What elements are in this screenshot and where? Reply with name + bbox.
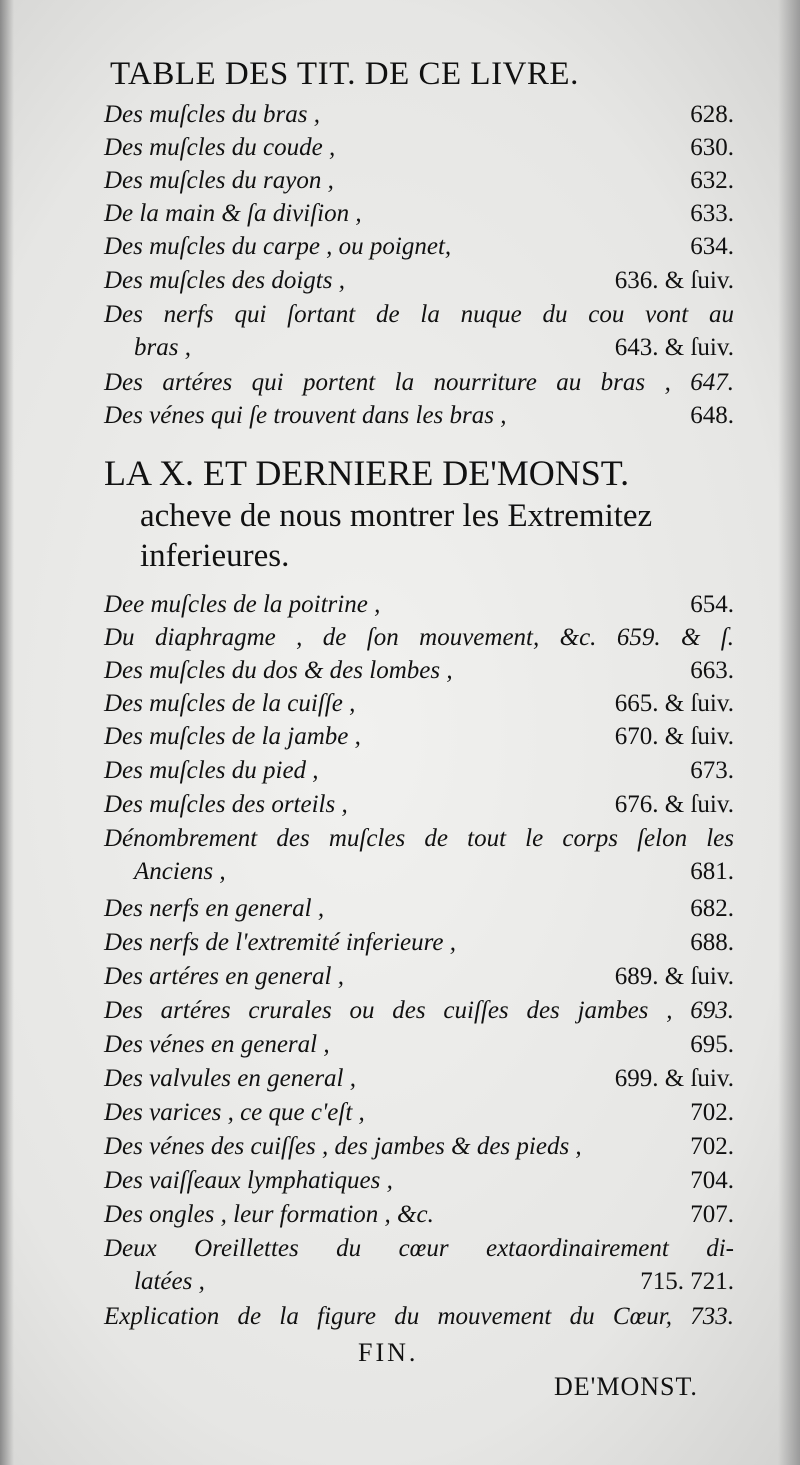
- toc-entry: [104, 892, 734, 925]
- entry-title: Des valvules en general ,: [104, 1065, 357, 1092]
- entry-page: 682.: [690, 895, 734, 922]
- toc-entry: [104, 654, 734, 687]
- entry-title: Dee muſcles de la poitrine ,: [104, 591, 381, 618]
- entry-title: Des vénes qui ſe trouvent dans les bras ,: [104, 402, 507, 429]
- entry-page: 636. & ſuiv.: [614, 267, 734, 294]
- entry-title: Des artéres en general ,: [104, 963, 344, 990]
- entry-title: Des muſcles des orteils ,: [104, 791, 348, 818]
- toc-entry: [104, 131, 734, 164]
- entry-title: Du diaphragme , de ſon mouvement, &c. 659. & ſ.: [104, 624, 734, 651]
- toc-entry: [104, 366, 734, 399]
- entry-title: Des muſcles du bras ,: [104, 101, 320, 128]
- entry-title: Des muſcles du pied ,: [104, 757, 319, 784]
- entry-title: Des muſcles du carpe , ou poignet,: [104, 233, 452, 260]
- section-subheading: acheve de nous montrer les Extremitez inferieures.: [140, 498, 653, 574]
- entry-page: 654.: [690, 591, 734, 618]
- toc-entry: [104, 687, 734, 720]
- toc-entry: [104, 1198, 734, 1231]
- entry-page: 681.: [690, 858, 734, 885]
- entry-title: Des varices , ce que c'eſt ,: [104, 1099, 365, 1126]
- entry-title: Des artéres crurales ou des cuiſſes des jambes , 693.: [104, 997, 734, 1024]
- toc-entry: [104, 399, 734, 432]
- entry-page: 715. 721.: [640, 1268, 734, 1295]
- entry-page: 628.: [690, 101, 734, 128]
- toc-entry: [104, 1130, 734, 1163]
- entry-page: 699. & ſuiv.: [614, 1065, 734, 1092]
- entry-page: 630.: [690, 134, 734, 161]
- section-heading: LA X. ET DERNIERE DE'MONST.: [104, 453, 630, 493]
- fin-mark: FIN.: [358, 1338, 419, 1367]
- toc-entry: [104, 197, 734, 230]
- toc-entry: [104, 621, 734, 654]
- entry-title-continued: bras ,: [134, 334, 191, 361]
- toc-entry: [104, 994, 734, 1027]
- entry-title: Des nerfs de l'extremité inferieure ,: [104, 929, 457, 956]
- entry-title: Deux Oreillettes du cœur extaordinairement di-: [104, 1235, 734, 1262]
- entry-title: Des muſcles de la jambe ,: [104, 723, 361, 750]
- toc-entry: [104, 1062, 734, 1095]
- toc-entry: [104, 926, 734, 959]
- entry-page: 688.: [690, 929, 734, 956]
- toc-entry: [104, 1096, 734, 1129]
- toc-entry: [104, 822, 734, 888]
- entry-title: Des muſcles de la cuiſſe ,: [104, 690, 356, 717]
- entry-page: 633.: [690, 200, 734, 227]
- entry-title: Explication de la figure du mouvement du Cœur, 733.: [104, 1303, 734, 1330]
- toc-entry: [104, 720, 734, 753]
- toc-entry: [104, 1300, 734, 1333]
- entry-title: Des nerfs en general ,: [104, 895, 325, 922]
- entry-title: Des muſcles des doigts ,: [104, 267, 345, 294]
- entry-page: 673.: [690, 757, 734, 784]
- toc-entry: [104, 788, 734, 821]
- entry-page: 707.: [690, 1201, 734, 1228]
- toc-entry: [104, 960, 734, 993]
- toc-entry: [104, 264, 734, 297]
- toc-entry: [104, 164, 734, 197]
- entry-title: De la main & ſa diviſion ,: [104, 200, 362, 227]
- entry-page: 670. & ſuiv.: [614, 723, 734, 750]
- entry-title: Des vaiſſeaux lymphatiques ,: [104, 1167, 393, 1194]
- entry-page: 648.: [690, 402, 734, 429]
- entry-title: Des nerfs qui ſortant de la nuque du cou vont au: [104, 301, 734, 328]
- toc-entry: [104, 1028, 734, 1061]
- entry-title: Des vénes des cuiſſes , des jambes & des pieds ,: [104, 1133, 582, 1160]
- entry-page: 704.: [690, 1167, 734, 1194]
- entry-page: 643. & ſuiv.: [614, 334, 734, 361]
- entry-page: 632.: [690, 167, 734, 194]
- entry-page: 695.: [690, 1031, 734, 1058]
- toc-entry: [104, 588, 734, 621]
- entry-page: 634.: [690, 233, 734, 260]
- page-edge-shadow-left: [0, 0, 14, 1465]
- running-head: TABLE DES TIT. DE CE LIVRE.: [110, 56, 579, 92]
- entry-title-continued: Anciens ,: [134, 858, 226, 885]
- entry-page: 676. & ſuiv.: [614, 791, 734, 818]
- entry-title: Des muſcles du rayon ,: [104, 167, 334, 194]
- toc-entry: [104, 754, 734, 787]
- entry-page: 689. & ſuiv.: [614, 963, 734, 990]
- page-edge-shadow-right: [778, 0, 800, 1465]
- toc-entry: [104, 298, 734, 364]
- entry-page: 702.: [690, 1133, 734, 1160]
- entry-page: 665. & ſuiv.: [614, 690, 734, 717]
- toc-entry: [104, 1232, 734, 1298]
- entry-title: Des muſcles du coude ,: [104, 134, 336, 161]
- entry-page: 702.: [690, 1099, 734, 1126]
- entry-page: 663.: [690, 657, 734, 684]
- toc-entry: [104, 230, 734, 263]
- entry-title: Des ongles , leur formation , &c.: [104, 1201, 434, 1228]
- entry-title-continued: latées ,: [134, 1268, 205, 1295]
- toc-entry: [104, 1164, 734, 1197]
- toc-entry: [104, 98, 734, 131]
- entry-title: Des vénes en general ,: [104, 1031, 330, 1058]
- entry-title: Des muſcles du dos & des lombes ,: [104, 657, 453, 684]
- entry-title: Dénombrement des muſcles de tout le corps ſelon les: [104, 825, 734, 852]
- catchword: DE'MONST.: [554, 1372, 698, 1401]
- entry-title: Des artéres qui portent la nourriture au bras , 647.: [104, 369, 734, 396]
